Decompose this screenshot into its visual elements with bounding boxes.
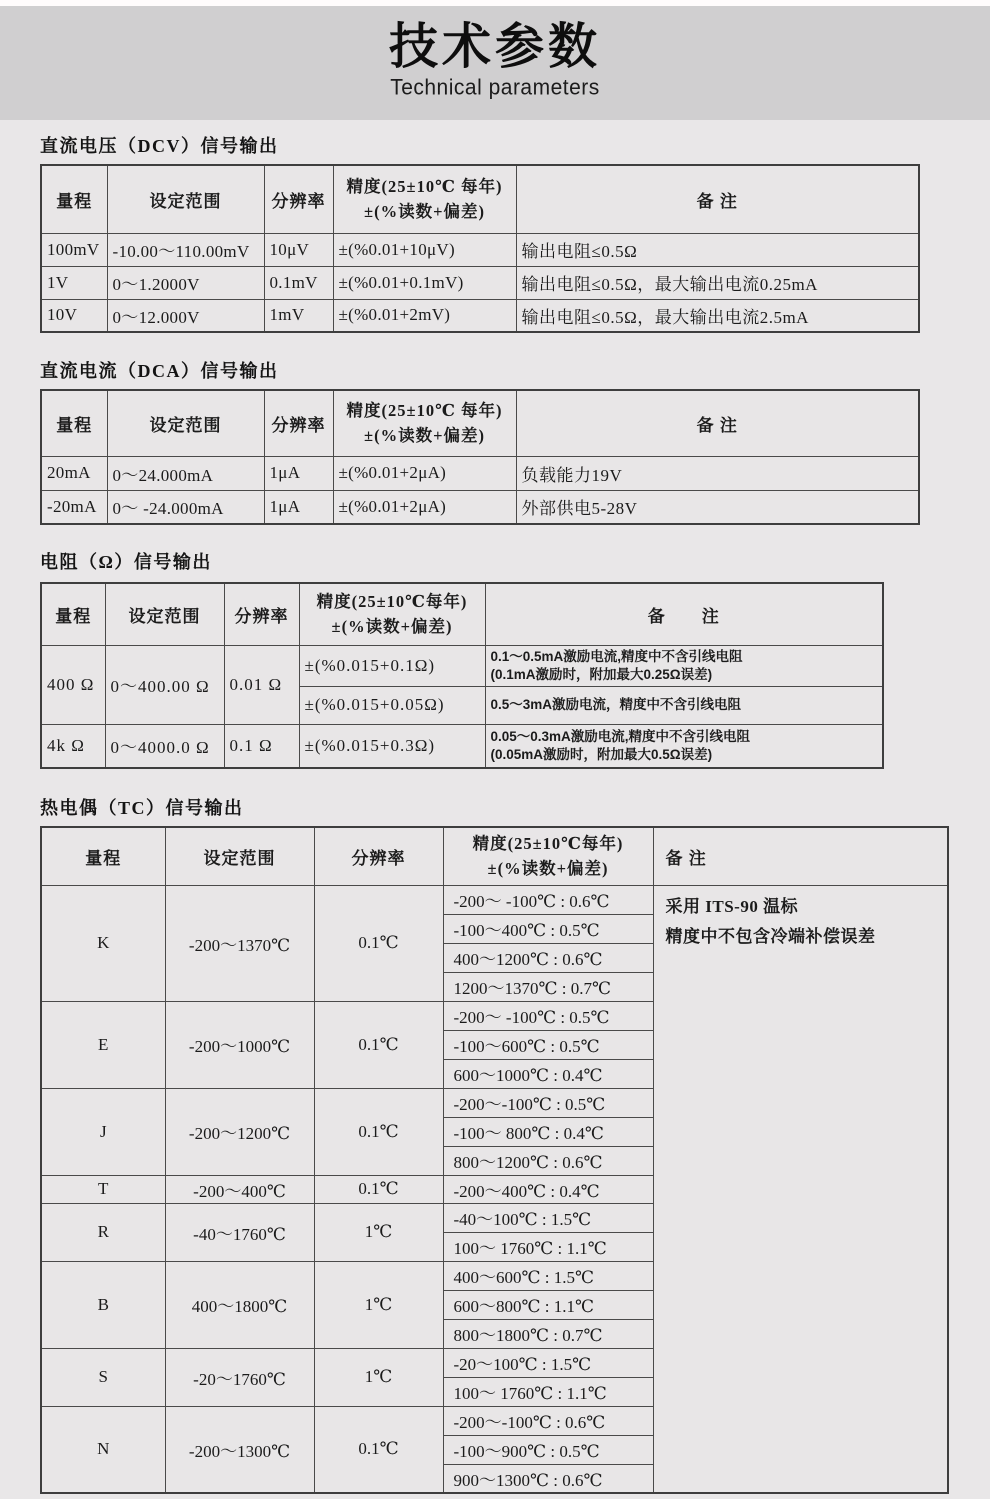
section-dcv	[40, 135, 952, 333]
remark-cell	[485, 686, 883, 724]
accuracy-cell: -40～100℃ : 1.5℃	[443, 1203, 653, 1232]
range-cell: 10V	[41, 299, 107, 332]
table-row	[41, 299, 919, 332]
accuracy-cell: 900～1300℃ : 0.6℃	[443, 1464, 653, 1493]
col-header-resolution: 分辨率	[224, 583, 299, 645]
col-header-remark: 备 注	[516, 390, 919, 456]
col-header-setting: 设定范围	[165, 827, 314, 885]
accuracy-cell: ±(%0.01+2mV)	[333, 299, 516, 332]
page-subtitle: Technical parameters	[390, 75, 600, 100]
col-header-range: 量程	[41, 827, 165, 885]
section-resistance	[40, 551, 952, 769]
accuracy-cell: 600～1000℃ : 0.4℃	[443, 1059, 653, 1088]
col-header-setting: 设定范围	[105, 583, 224, 645]
resolution-cell: 0.1℃	[314, 1001, 443, 1088]
setting-cell: -200～1000℃	[165, 1001, 314, 1088]
range-cell: 400 Ω	[41, 645, 105, 724]
remark-cell	[485, 645, 883, 686]
accuracy-cell: -200～-100℃ : 0.6℃	[443, 1406, 653, 1435]
remark-line1: 0.1～0.5mA激励电流,精度中不含引线电阻	[490, 648, 743, 664]
tc-remark-cell	[653, 885, 948, 1493]
resolution-cell: 10μV	[264, 233, 333, 266]
remark-cell: 负载能力19V	[516, 456, 919, 490]
col-header-setting: 设定范围	[107, 165, 264, 233]
col-header-range: 量程	[41, 583, 105, 645]
setting-cell: 0～24.000mA	[107, 456, 264, 490]
range-cell: 1V	[41, 266, 107, 299]
accuracy-cell: 100～ 1760℃ : 1.1℃	[443, 1232, 653, 1261]
resolution-cell: 1℃	[314, 1348, 443, 1406]
accuracy-header-line2: ±(%读数+偏差)	[364, 426, 485, 446]
resistance-table	[40, 582, 884, 769]
section-label-tc: 热电偶（TC）信号输出	[40, 798, 244, 818]
accuracy-cell: ±(%0.01+2μA)	[333, 490, 516, 524]
resolution-cell: 0.1℃	[314, 1406, 443, 1493]
col-header-accuracy	[333, 390, 516, 456]
setting-cell: 0～1.2000V	[107, 266, 264, 299]
accuracy-header-line2: ±(%读数+偏差)	[331, 617, 453, 637]
col-header-range: 量程	[41, 390, 107, 456]
remark-line1: 0.5～3mA激励电流，精度中不含引线电阻	[490, 697, 742, 712]
dcv-header-row	[41, 165, 919, 233]
resolution-cell: 1μA	[264, 490, 333, 524]
setting-cell: -200～1370℃	[165, 885, 314, 1001]
tc-type-cell: E	[41, 1001, 165, 1088]
accuracy-cell: 600～800℃ : 1.1℃	[443, 1290, 653, 1319]
tc-type-cell: R	[41, 1203, 165, 1261]
accuracy-cell: -200～-100℃ : 0.5℃	[443, 1088, 653, 1117]
col-header-range: 量程	[41, 165, 107, 233]
section-tc	[40, 797, 952, 1494]
accuracy-cell: -100～400℃ : 0.5℃	[443, 914, 653, 943]
table-row	[41, 645, 883, 686]
remark-cell: 输出电阻≤0.5Ω，最大输出电流2.5mA	[516, 299, 919, 332]
accuracy-cell: -200～ -100℃ : 0.6℃	[443, 885, 653, 914]
remark-line2: (0.05mA激励时，附加最大0.5Ω误差)	[490, 746, 713, 762]
resolution-cell: 0.01 Ω	[224, 645, 299, 724]
accuracy-cell: ±(%0.01+2μA)	[333, 456, 516, 490]
section-dca	[40, 360, 952, 525]
accuracy-cell: -100～ 800℃ : 0.4℃	[443, 1117, 653, 1146]
setting-cell: 0～12.000V	[107, 299, 264, 332]
resistance-header-row	[41, 583, 883, 645]
range-cell: 4k Ω	[41, 724, 105, 768]
setting-cell: 400～1800℃	[165, 1261, 314, 1348]
remark-line1: 0.05～0.3mA激励电流,精度中不含引线电阻	[490, 728, 751, 744]
resolution-cell: 1℃	[314, 1203, 443, 1261]
setting-cell: -200～1300℃	[165, 1406, 314, 1493]
resolution-cell: 0.1℃	[314, 885, 443, 1001]
content	[0, 135, 990, 1494]
setting-cell: -10.00～110.00mV	[107, 233, 264, 266]
accuracy-header-line2: ±(%读数+偏差)	[364, 202, 485, 222]
remark-line2: 精度中不包含冷端补偿误差	[665, 926, 876, 946]
table-row	[41, 233, 919, 266]
remark-cell: 输出电阻≤0.5Ω，最大输出电流0.25mA	[516, 266, 919, 299]
table-row	[41, 490, 919, 524]
accuracy-cell: -200～400℃ : 0.4℃	[443, 1175, 653, 1203]
tc-type-cell: T	[41, 1175, 165, 1203]
resolution-cell: 0.1mV	[264, 266, 333, 299]
range-cell: 100mV	[41, 233, 107, 266]
resolution-cell: 0.1℃	[314, 1088, 443, 1175]
table-row	[41, 456, 919, 490]
resolution-cell: 1℃	[314, 1261, 443, 1348]
table-row	[41, 724, 883, 768]
accuracy-cell: -100～900℃ : 0.5℃	[443, 1435, 653, 1464]
accuracy-cell: -20～100℃ : 1.5℃	[443, 1348, 653, 1377]
col-header-resolution: 分辨率	[314, 827, 443, 885]
accuracy-header-line1: 精度(25±10℃每年)	[316, 592, 468, 612]
col-header-remark: 备 注	[516, 165, 919, 233]
setting-cell: -200～1200℃	[165, 1088, 314, 1175]
remark-cell: 输出电阻≤0.5Ω	[516, 233, 919, 266]
remark-line2: (0.1mA激励时，附加最大0.25Ω误差)	[490, 666, 713, 682]
setting-cell: -40～1760℃	[165, 1203, 314, 1261]
accuracy-cell: -100～600℃ : 0.5℃	[443, 1030, 653, 1059]
remark-line1: 采用 ITS-90 温标	[665, 896, 799, 916]
remark-cell	[485, 724, 883, 768]
dca-table	[40, 389, 920, 525]
accuracy-cell: -200～ -100℃ : 0.5℃	[443, 1001, 653, 1030]
tc-table	[40, 826, 949, 1494]
tc-type-cell: B	[41, 1261, 165, 1348]
col-header-accuracy	[443, 827, 653, 885]
remark-cell: 外部供电5-28V	[516, 490, 919, 524]
accuracy-cell: ±(%0.015+0.3Ω)	[299, 724, 485, 768]
resolution-cell: 0.1℃	[314, 1175, 443, 1203]
resolution-cell: 1μA	[264, 456, 333, 490]
section-label-resistance: 电阻（Ω）信号输出	[40, 552, 212, 572]
accuracy-cell: 800～1200℃ : 0.6℃	[443, 1146, 653, 1175]
col-header-resolution: 分辨率	[264, 165, 333, 233]
range-cell: -20mA	[41, 490, 107, 524]
accuracy-cell: 400～1200℃ : 0.6℃	[443, 943, 653, 972]
range-cell: 20mA	[41, 456, 107, 490]
section-label-dcv: 直流电压（DCV）信号输出	[40, 136, 279, 156]
accuracy-cell: ±(%0.015+0.1Ω)	[299, 645, 485, 686]
title-banner	[0, 6, 990, 120]
page-title: 技术参数	[388, 20, 601, 74]
accuracy-cell: ±(%0.01+0.1mV)	[333, 266, 516, 299]
table-row	[41, 885, 948, 914]
col-header-accuracy	[333, 165, 516, 233]
setting-cell: 0～ -24.000mA	[107, 490, 264, 524]
tc-type-cell: S	[41, 1348, 165, 1406]
setting-cell: 0～4000.0 Ω	[105, 724, 224, 768]
setting-cell: 0～400.00 Ω	[105, 645, 224, 724]
col-header-remark: 备 注	[653, 827, 948, 885]
tc-type-cell: N	[41, 1406, 165, 1493]
tc-type-cell: J	[41, 1088, 165, 1175]
col-header-resolution: 分辨率	[264, 390, 333, 456]
accuracy-cell: ±(%0.01+10μV)	[333, 233, 516, 266]
dca-header-row	[41, 390, 919, 456]
accuracy-header-line2: ±(%读数+偏差)	[487, 859, 609, 879]
accuracy-header-line1: 精度(25±10℃每年)	[472, 834, 624, 854]
setting-cell: -200～400℃	[165, 1175, 314, 1203]
section-label-dca: 直流电流（DCA）信号输出	[40, 361, 279, 381]
accuracy-header-line1: 精度(25±10℃ 每年)	[346, 177, 503, 197]
accuracy-cell: 400～600℃ : 1.5℃	[443, 1261, 653, 1290]
dcv-table	[40, 164, 920, 333]
col-header-setting: 设定范围	[107, 390, 264, 456]
setting-cell: -20～1760℃	[165, 1348, 314, 1406]
accuracy-cell: 800～1800℃ : 0.7℃	[443, 1319, 653, 1348]
accuracy-cell: 100～ 1760℃ : 1.1℃	[443, 1377, 653, 1406]
tc-header-row	[41, 827, 948, 885]
accuracy-header-line1: 精度(25±10℃ 每年)	[346, 401, 503, 421]
tc-type-cell: K	[41, 885, 165, 1001]
table-row	[41, 266, 919, 299]
col-header-accuracy	[299, 583, 485, 645]
resolution-cell: 1mV	[264, 299, 333, 332]
accuracy-cell: 1200～1370℃ : 0.7℃	[443, 972, 653, 1001]
col-header-remark: 备 注	[485, 583, 883, 645]
resolution-cell: 0.1 Ω	[224, 724, 299, 768]
accuracy-cell: ±(%0.015+0.05Ω)	[299, 686, 485, 724]
